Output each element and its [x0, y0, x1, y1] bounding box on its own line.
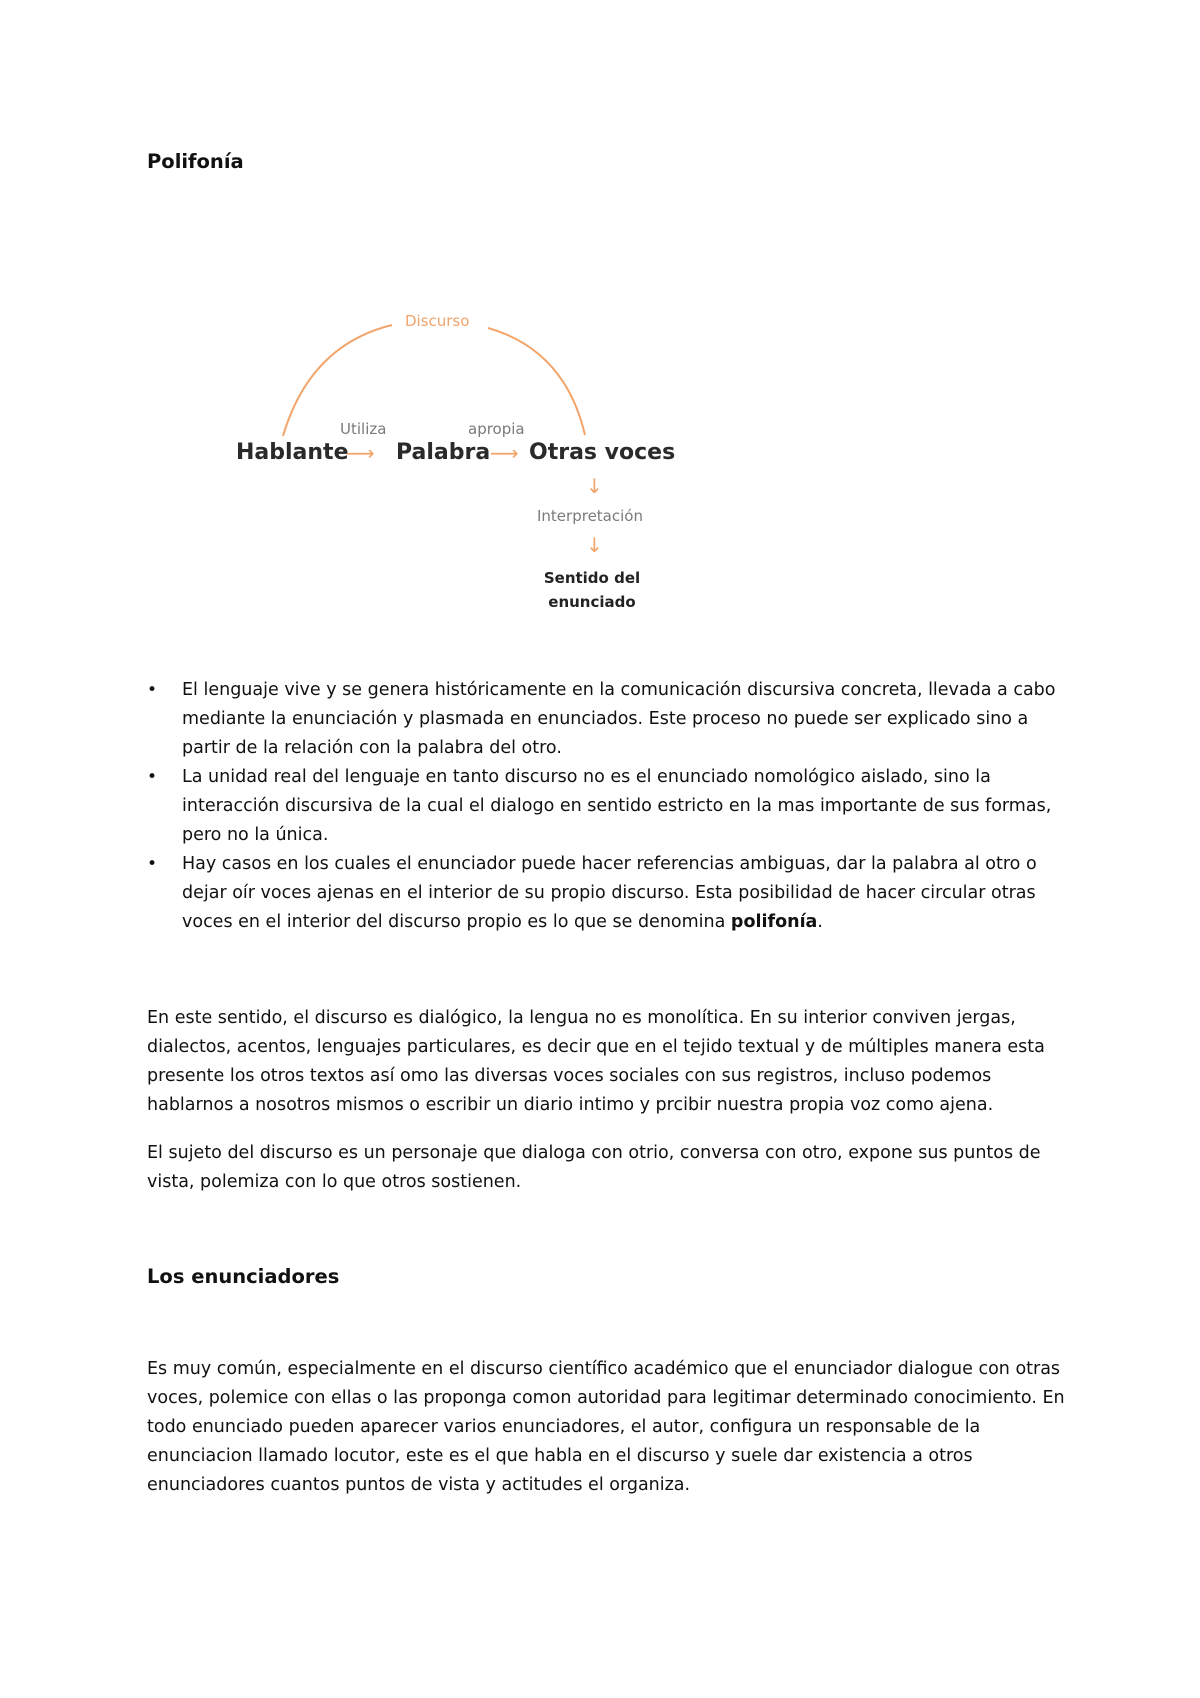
arrow-down-icon: ↓ [586, 533, 603, 557]
list-item-text-after: . [817, 912, 823, 932]
list-item [147, 850, 1067, 937]
right-arc [488, 328, 585, 435]
arrow-right-icon: ⟶ [490, 441, 519, 465]
interpretacion-label: Interpretación [537, 507, 643, 525]
paragraph: Es muy común, especialmente en el discurso científico académico que el enunciador dialogue con otras voces, polemice con ellas o las proponga comon autoridad para legitimar determinado conocimiento. En todo enunciado pueden aparecer varios enunciadores, el autor, configura un responsable de la enunciacion llamado locutor, este es el que habla en el discurso y suele dar existencia a otros enunciadores cuantos puntos de vista y actitudes el organiza. [147, 1359, 1065, 1495]
bullet-icon: • [147, 854, 158, 874]
otras-voces-node: Otras voces [529, 440, 676, 465]
section-title: Los enunciadores [147, 1265, 340, 1288]
page-title: Polifonía [147, 150, 244, 173]
sentido-line2: enunciado [548, 593, 636, 611]
polyphony-diagram [0, 0, 1200, 700]
list-item-text: El lenguaje vive y se genera históricamente en la comunicación discursiva concreta, llevada a cabo mediante la enunciación y plasmada en enunciados. Este proceso no puede ser explicado sino a partir de la relación con la palabra del otro. [182, 680, 1056, 758]
discurso-label: Discurso [405, 312, 470, 330]
list-item-text [182, 854, 1037, 932]
arrow-down-icon: ↓ [586, 474, 603, 498]
apropia-label: apropia [468, 420, 525, 438]
list-item-text: La unidad real del lenguaje en tanto discurso no es el enunciado nomológico aislado, sino la interacción discursiva de la cual el dialogo en sentido estricto en la mas importante de sus formas, pero no la única. [182, 767, 1052, 845]
sentido-line1: Sentido del [543, 569, 641, 587]
arrow-right-icon: ⟶ [346, 441, 375, 465]
list-item [147, 676, 1067, 763]
hablante-node: Hablante [236, 440, 349, 465]
bullet-list [147, 676, 1067, 937]
list-item-text-before: Hay casos en los cuales el enunciador puede hacer referencias ambiguas, dar la palabra al otro o dejar oír voces ajenas en el interior de su propio discurso. Esta posibilidad de hacer circular otras voces en el interior del discurso propio es lo que se denomina [182, 854, 1037, 932]
polifonia-term: polifonía [730, 912, 818, 932]
bullet-icon: • [147, 680, 158, 700]
paragraph: El sujeto del discurso es un personaje que dialoga con otrio, conversa con otro, expone sus puntos de vista, polemiza con lo que otros sostienen. [147, 1143, 1041, 1192]
bullet-icon: • [147, 767, 158, 787]
palabra-node: Palabra [396, 440, 491, 465]
list-item [147, 763, 1067, 850]
utiliza-label: Utiliza [340, 420, 387, 438]
sentido-node [530, 566, 654, 614]
paragraph: En este sentido, el discurso es dialógico, la lengua no es monolítica. En su interior conviven jergas, dialectos, acentos, lenguajes particulares, es decir que en el tejido textual y de múltiples manera esta presente los otros textos así omo las diversas voces sociales con sus registros, incluso podemos hablarnos a nosotros mismos o escribir un diario intimo y prcibir nuestra propia voz como ajena. [147, 1008, 1045, 1115]
